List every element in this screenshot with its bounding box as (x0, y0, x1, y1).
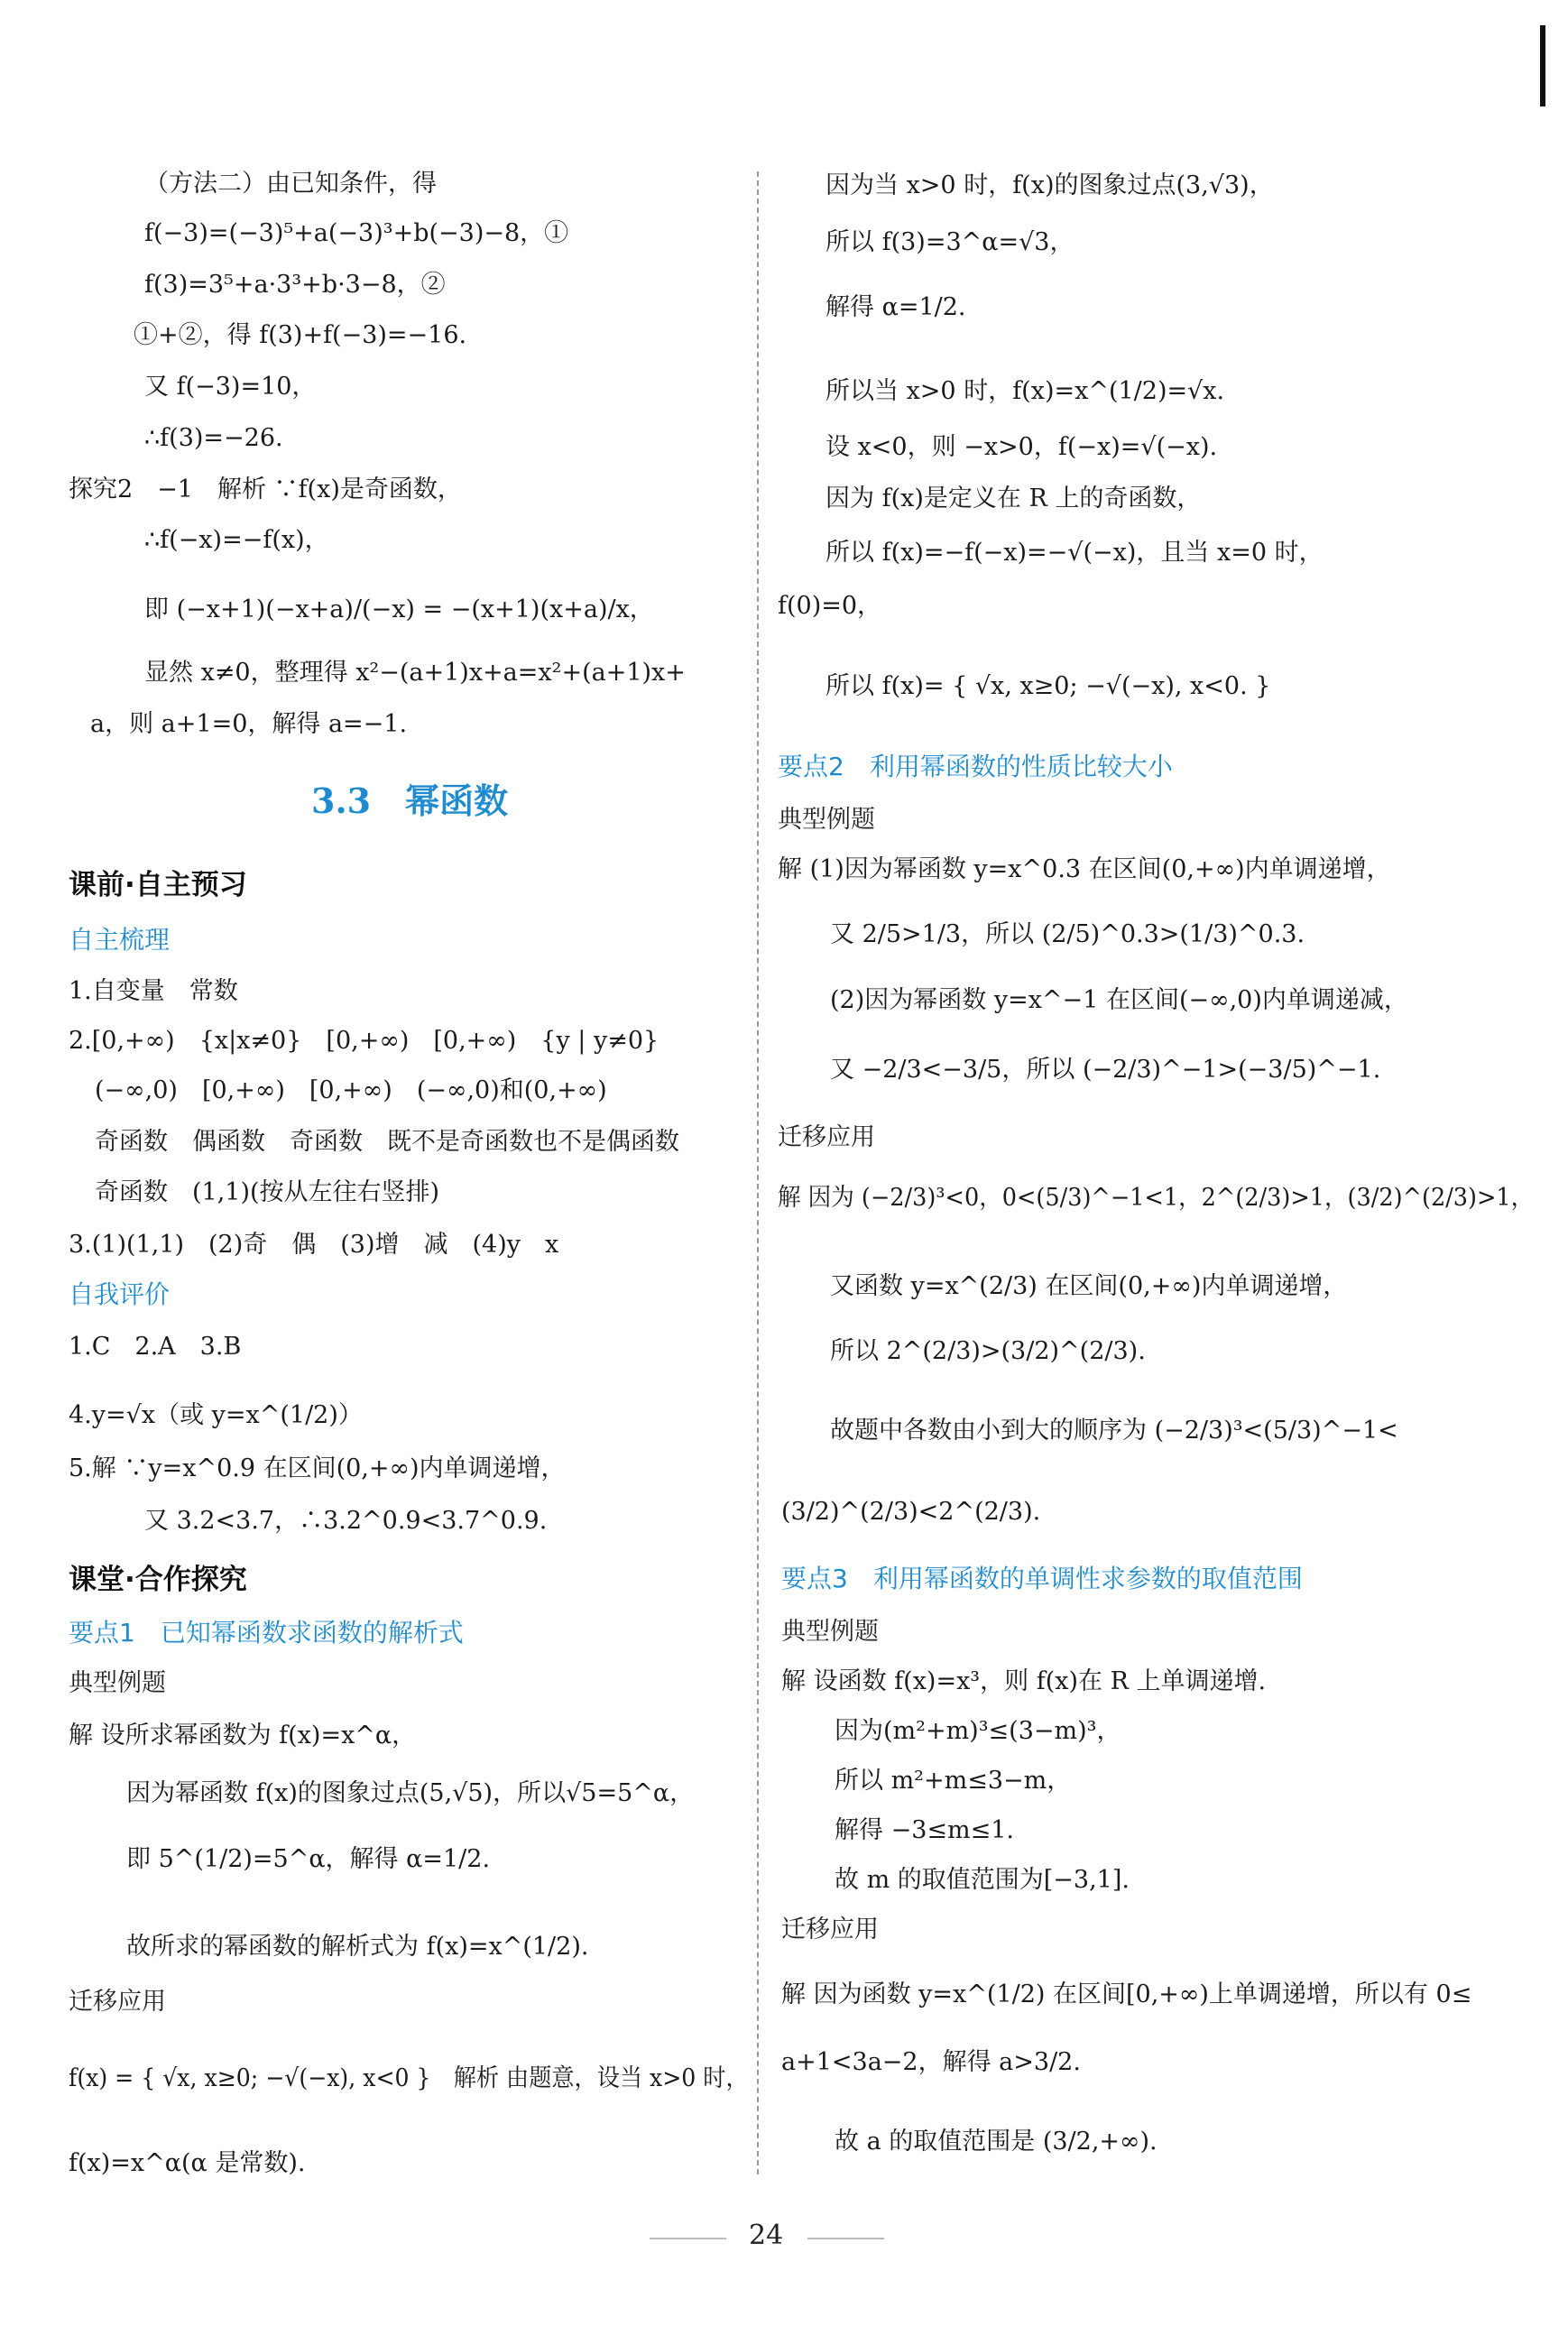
subsection-heading: 自主梳理 (69, 925, 171, 955)
column-divider (757, 171, 759, 2174)
text-line: ①+②，得 f(3)+f(−3)=−16. (134, 321, 467, 349)
text-line: f(3)=3⁵+a·3³+b·3−8，② (144, 271, 446, 299)
subheading: 迁移应用 (781, 1916, 879, 1943)
text-line: 设 x<0，则 −x>0，f(−x)=√(−x). (826, 433, 1218, 461)
text-line: 奇函数 偶函数 奇函数 既不是奇函数也不是偶函数 (95, 1128, 679, 1156)
text-line: f(x) = { √x, x≥0; −√(−x), x<0 } 解析 由题意，设当 x>0 时， (69, 2064, 749, 2092)
page-number-rule-right (807, 2238, 884, 2239)
text-line: 显然 x≠0，整理得 x²−(a+1)x+a=x²+(a+1)x+ (144, 659, 686, 687)
text-line: 所以 f(3)=3^α=√3， (826, 228, 1075, 256)
section-title: 3.3 幂函数 (311, 780, 509, 821)
text-line: 所以当 x>0 时，f(x)=x^(1/2)=√x. (826, 377, 1225, 405)
subsection-heading: 要点2 利用幂函数的性质比较大小 (778, 752, 1173, 781)
text-line: 故 a 的取值范围是 (3/2,+∞). (835, 2128, 1158, 2156)
text-line: 又 2/5>1/3，所以 (2/5)^0.3>(1/3)^0.3. (830, 920, 1305, 948)
page-number: 24 (749, 2220, 784, 2251)
subheading: 典型例题 (778, 806, 875, 834)
text-line: 故题中各数由小到大的顺序为 (−2/3)³<(5/3)^−1< (830, 1417, 1398, 1445)
text-line: 解 设所求幂函数为 f(x)=x^α， (69, 1722, 417, 1750)
text-line: 奇函数 (1,1)(按从左往右竖排) (95, 1178, 440, 1206)
text-line: 5.解 ∵y=x^0.9 在区间(0,+∞)内单调递增， (69, 1454, 566, 1482)
text-line: 解 (1)因为幂函数 y=x^0.3 在区间(0,+∞)内单调递增， (778, 855, 1391, 883)
text-line: 所以 f(x)=−f(−x)=−√(−x)，且当 x=0 时， (826, 539, 1324, 567)
text-line: 解得 −3≤m≤1. (835, 1816, 1014, 1844)
text-line: 2.[0,+∞) {x|x≠0} [0,+∞) [0,+∞) {y | y≠0} (69, 1027, 659, 1055)
text-line: 故所求的幂函数的解析式为 f(x)=x^(1/2). (126, 1933, 589, 1961)
subsection-heading: 要点3 利用幂函数的单调性求参数的取值范围 (781, 1564, 1303, 1593)
text-line: 1.C 2.A 3.B (69, 1333, 242, 1361)
subheading: 迁移应用 (778, 1123, 875, 1151)
text-line: a+1<3a−2，解得 a>3/2. (781, 2048, 1081, 2076)
text-line: 解 因为函数 y=x^(1/2) 在区间[0,+∞)上单调递增，所以有 0≤ (781, 1980, 1472, 2008)
text-line: 所以 m²+m≤3−m， (835, 1767, 1072, 1795)
text-line: （方法二）由已知条件，得 (144, 170, 437, 198)
text-line: (2)因为幂函数 y=x^−1 在区间(−∞,0)内单调递减， (830, 986, 1408, 1014)
text-line: 4.y=√x（或 y=x^(1/2)） (69, 1401, 363, 1429)
text-line: 又函数 y=x^(2/3) 在区间(0,+∞)内单调递增， (830, 1272, 1348, 1300)
text-line: ∴f(3)=−26. (144, 424, 283, 452)
page-edge-bar (1540, 25, 1545, 106)
text-line: 因为 f(x)是定义在 R 上的奇函数， (826, 485, 1202, 512)
text-line: a，则 a+1=0，解得 a=−1. (90, 710, 408, 738)
text-line: f(x)=x^α(α 是常数). (69, 2149, 306, 2177)
subsection-heading: 要点1 已知幂函数求函数的解析式 (69, 1618, 464, 1648)
text-line: 解得 α=1/2. (826, 293, 966, 321)
page-number-rule-left (650, 2238, 726, 2239)
text-line: ∴f(−x)=−f(x)， (144, 526, 329, 554)
text-line: 解 因为 (−2/3)³<0，0<(5/3)^−1<1，2^(2/3)>1，(3/2)^(2/3)>1， (778, 1184, 1535, 1212)
text-line: 所以 2^(2/3)>(3/2)^(2/3). (830, 1337, 1146, 1365)
text-line: 即 5^(1/2)=5^α，解得 α=1/2. (126, 1845, 491, 1873)
text-line: 解 设函数 f(x)=x³，则 f(x)在 R 上单调递增. (781, 1667, 1267, 1695)
section-heading: 课前·自主预习 (69, 869, 247, 901)
text-line: 又 3.2<3.7，∴3.2^0.9<3.7^0.9. (144, 1507, 548, 1535)
text-line: 故 m 的取值范围为[−3,1]. (835, 1866, 1130, 1894)
text-line: 因为幂函数 f(x)的图象过点(5,√5)，所以√5=5^α， (126, 1779, 695, 1807)
text-line: 3.(1)(1,1) (2)奇 偶 (3)增 减 (4)y x (69, 1231, 559, 1259)
text-line: 即 (−x+1)(−x+a)/(−x) = −(x+1)(x+a)/x， (144, 595, 654, 623)
subsection-heading: 自我评价 (69, 1279, 171, 1309)
text-line: (3/2)^(2/3)<2^(2/3). (781, 1498, 1041, 1526)
text-line: 又 f(−3)=10， (144, 373, 317, 401)
text-line: 因为当 x>0 时，f(x)的图象过点(3,√3)， (826, 171, 1274, 199)
text-line: 因为(m²+m)³≤(3−m)³， (835, 1717, 1121, 1745)
text-line: 所以 f(x)= { √x, x≥0; −√(−x), x<0. } (826, 672, 1271, 700)
text-line: f(0)=0， (778, 592, 882, 620)
text-line: f(−3)=(−3)⁵+a(−3)³+b(−3)−8，① (144, 219, 569, 247)
text-line: (−∞,0) [0,+∞) [0,+∞) (−∞,0)和(0,+∞) (95, 1076, 607, 1104)
subheading: 典型例题 (69, 1669, 166, 1697)
text-line: 1.自变量 常数 (69, 977, 238, 1005)
subheading: 迁移应用 (69, 1988, 166, 2016)
section-heading: 课堂·合作探究 (69, 1564, 247, 1596)
text-line: 又 −2/3<−3/5，所以 (−2/3)^−1>(−3/5)^−1. (830, 1056, 1381, 1084)
text-line: 探究2 −1 解析 ∵f(x)是奇函数， (69, 475, 462, 503)
subheading: 典型例题 (781, 1618, 879, 1646)
